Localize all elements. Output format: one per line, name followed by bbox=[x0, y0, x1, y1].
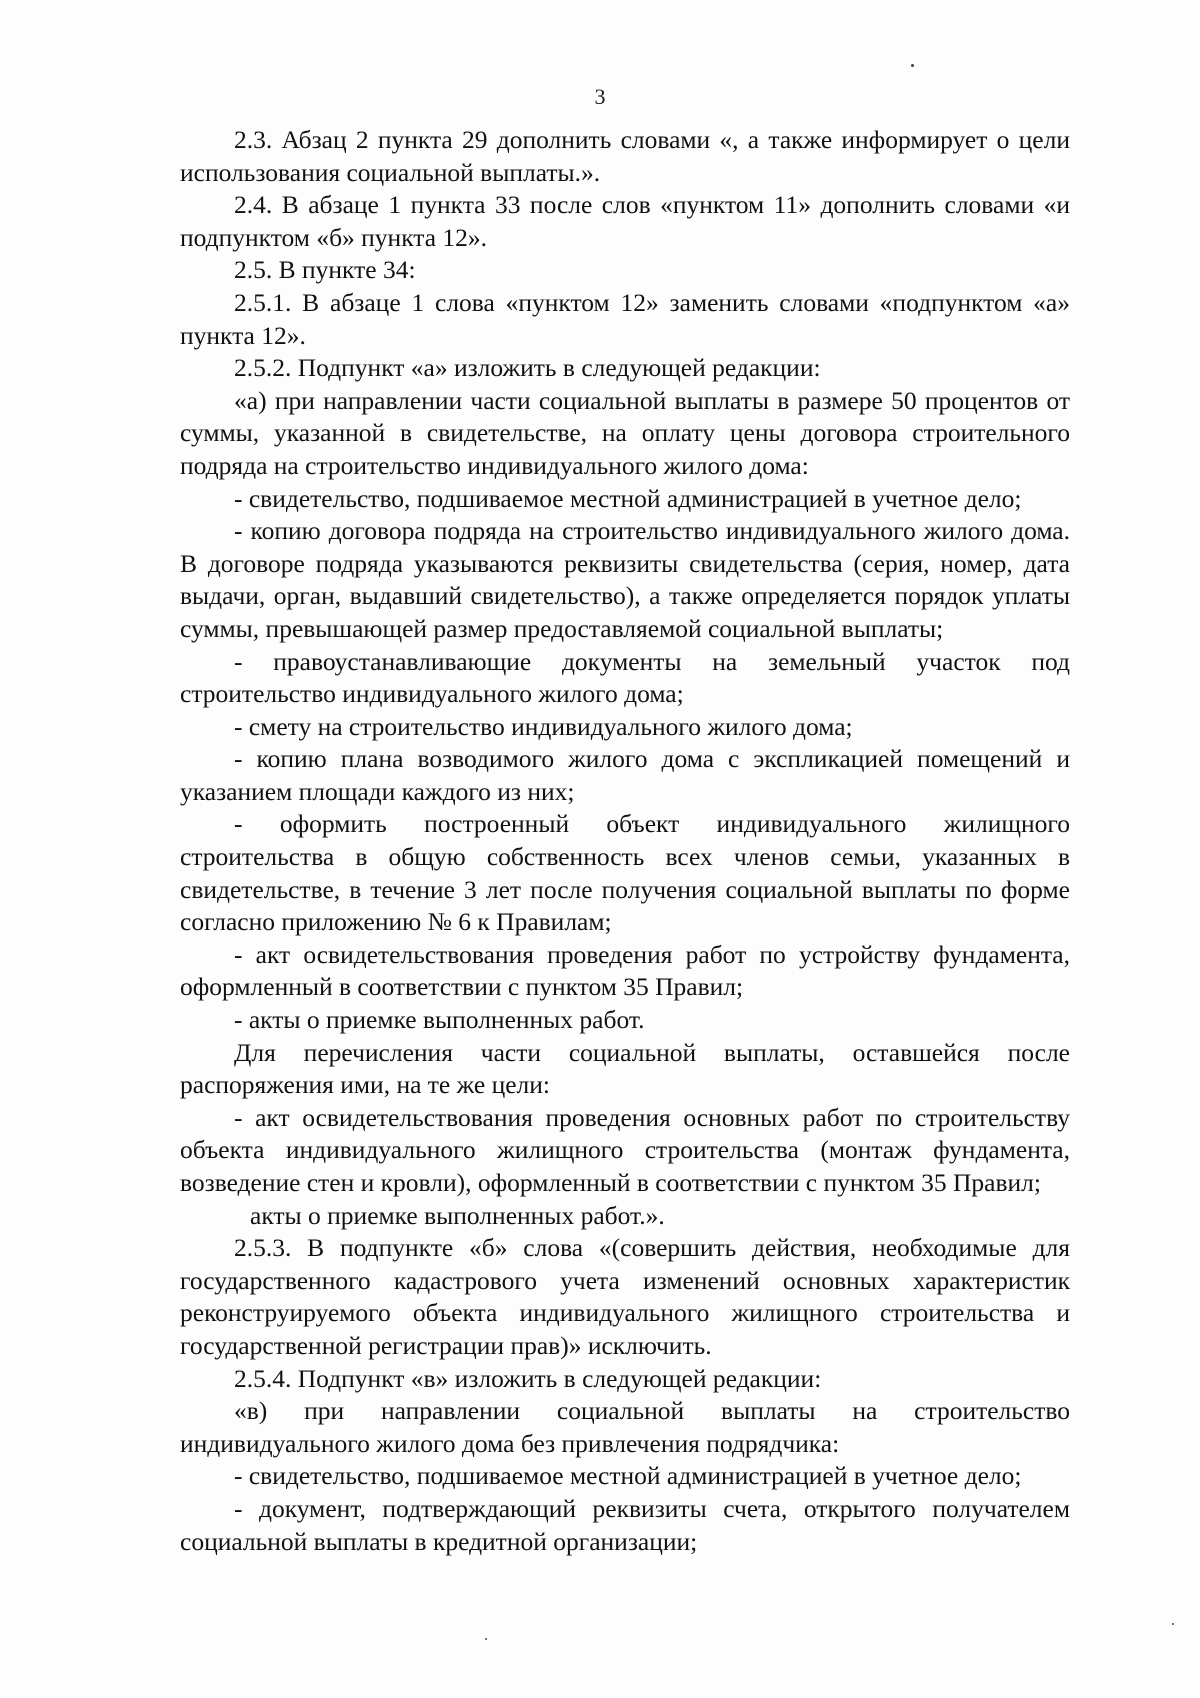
list-item: акты о приемке выполненных работ.». bbox=[250, 1200, 665, 1230]
subitem-a-intro: «а) при направлении части социальной выплаты в размере 50 процентов от суммы, указанной в свидетельстве, на оплату цены договора строительного подряда на строительство индивидуального жилого дома: bbox=[180, 385, 1070, 480]
paragraph-2-5-2: 2.5.2. Подпункт «а» изложить в следующей редакции: bbox=[234, 353, 821, 383]
subitem-v-intro: «в) при направлении социальной выплаты на строительство индивидуального жилого дома без привлечения подрядчика: bbox=[180, 1396, 1070, 1458]
scan-speck bbox=[911, 64, 914, 67]
list-item: - копию договора подряда на строительство индивидуального жилого дома. В договоре подряда указываются реквизиты свидетельства (серия, номер, дата выдачи, орган, выдавший свидетельство), а также определяется порядок уплаты суммы, превышающей размер предоставляемой социальной выплаты; bbox=[180, 516, 1070, 643]
list-item: - оформить построенный объект индивидуального жилищного строительства в общую собственность всех членов семьи, указанных в свидетельстве, в течение 3 лет после получения социальной выплаты по форме согласно приложению № 6 к Правилам; bbox=[180, 809, 1070, 937]
list-item: - акты о приемке выполненных работ. bbox=[234, 1005, 645, 1035]
list-item: - свидетельство, подшиваемое местной администрацией в учетное дело; bbox=[234, 483, 1022, 513]
list-item: - акт освидетельствования проведения основных работ по строительству объекта индивидуального жилищного строительства (монтаж фундамента, возведение стен и кровли), оформленный в соответствии с пунктом 35 Правил; bbox=[180, 1102, 1070, 1197]
paragraph-2-5-4: 2.5.4. Подпункт «в» изложить в следующей редакции: bbox=[234, 1363, 822, 1393]
paragraph-2-5-3: 2.5.3. В подпункте «б» слова «(совершить действия, необходимые для государственного кадастрового учета изменений основных характеристик реконструируемого объекта индивидуального жилищного строительства и государственной регистрации прав)» исключить. bbox=[180, 1233, 1070, 1360]
list-item: - копию плана возводимого жилого дома с экспликацией помещений и указанием площади каждого из них; bbox=[180, 744, 1070, 806]
list-item: - правоустанавливающие документы на земельный участок под строительство индивидуального жилого дома; bbox=[180, 646, 1070, 709]
list-item: - документ, подтверждающий реквизиты счета, открытого получателем социальной выплаты в кредитной организации; bbox=[180, 1493, 1070, 1556]
paragraph-2-5: 2.5. В пункте 34: bbox=[234, 255, 416, 285]
page-number: 3 bbox=[594, 84, 606, 109]
list-item: - смету на строительство индивидуального жилого дома; bbox=[234, 711, 853, 741]
scan-speck bbox=[1172, 1623, 1174, 1625]
list-item: - свидетельство, подшиваемое местной администрацией в учетное дело; bbox=[234, 1461, 1022, 1491]
remaining-transfer-intro: Для перечисления части социальной выплаты, оставшейся после распоряжения ими, на те же цели: bbox=[180, 1037, 1070, 1100]
scan-speck bbox=[485, 1638, 487, 1640]
paragraph-2-4: 2.4. В абзаце 1 пункта 33 после слов «пунктом 11» дополнить словами «и подпунктом «б» пункта 12». bbox=[180, 190, 1070, 252]
paragraph-2-5-1: 2.5.1. В абзаце 1 слова «пунктом 12» заменить словами «подпунктом «а» пункта 12». bbox=[180, 287, 1070, 350]
list-item: - акт освидетельствования проведения работ по устройству фундамента, оформленный в соответствии с пунктом 35 Правил; bbox=[180, 939, 1070, 1002]
paragraph-2-3: 2.3. Абзац 2 пункта 29 дополнить словами «, а также информирует о цели использования социальной выплаты.». bbox=[180, 125, 1070, 187]
document-body bbox=[180, 124, 1070, 1558]
